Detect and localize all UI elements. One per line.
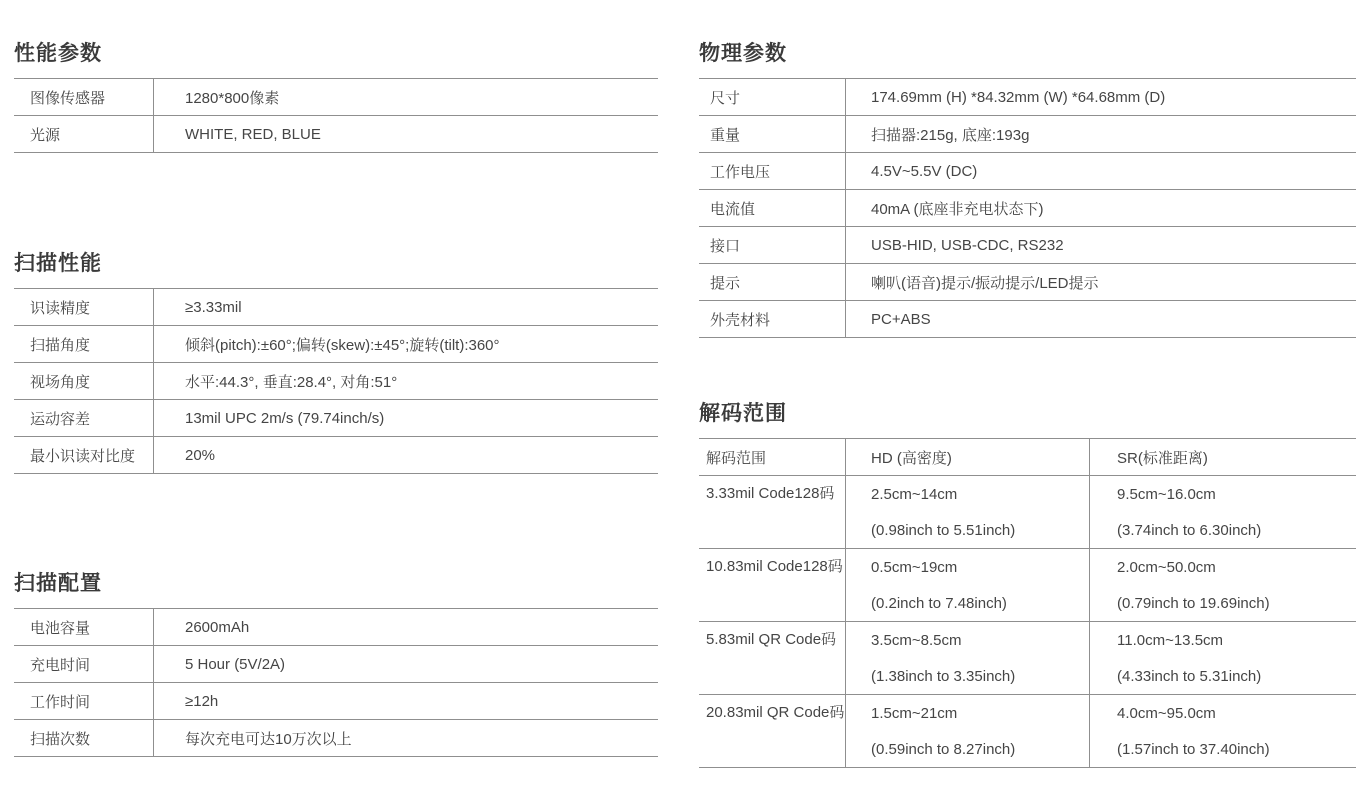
row-value: 4.5V~5.5V (DC) (845, 153, 1356, 189)
scan-performance-table (14, 288, 658, 474)
decode-header-hd: HD (高密度) (845, 439, 1089, 475)
section-performance (14, 40, 658, 153)
row-label: 最小识读对比度 (30, 447, 136, 465)
decode-range-table (699, 438, 1356, 768)
row-label: 提示 (710, 274, 741, 292)
table-row (699, 227, 1356, 264)
row-label: 图像传感器 (30, 89, 106, 107)
table-row (14, 437, 658, 474)
sr-range-inch: (4.33inch to 5.31inch) (1117, 667, 1262, 685)
table-row (699, 79, 1356, 116)
row-value: 喇叭(语音)提示/振动提示/LED提示 (845, 264, 1356, 300)
section-scan-performance (14, 250, 658, 474)
hd-cell (845, 476, 1089, 548)
hd-range-inch: (0.98inch to 5.51inch) (871, 521, 1016, 539)
row-label: 工作电压 (710, 163, 771, 181)
row-label: 视场角度 (30, 373, 91, 391)
row-label: 20.83mil QR Code码 (706, 704, 845, 721)
row-value: 每次充电可达10万次以上 (153, 720, 658, 756)
hd-cell (845, 549, 1089, 621)
row-label: 电池容量 (30, 619, 91, 637)
table-row (699, 116, 1356, 153)
row-value: 倾斜(pitch):±60°;偏转(skew):±45°;旋转(tilt):360° (153, 326, 658, 362)
sr-cell (1089, 622, 1356, 694)
row-label: 识读精度 (30, 299, 91, 317)
sr-range-inch: (3.74inch to 6.30inch) (1117, 521, 1262, 539)
row-label: 3.33mil Code128码 (706, 485, 835, 502)
table-row (699, 695, 1356, 768)
table-row (14, 400, 658, 437)
table-row (14, 116, 658, 153)
row-value: 水平:44.3°, 垂直:28.4°, 对角:51° (153, 363, 658, 399)
sr-range-cm: 11.0cm~13.5cm (1117, 631, 1224, 649)
row-value: ≥3.33mil (153, 289, 658, 325)
sr-range-inch: (1.57inch to 37.40inch) (1117, 740, 1270, 758)
table-row (699, 264, 1356, 301)
section-scan-performance-title: 扫描性能 (14, 252, 102, 275)
row-value: 174.69mm (H) *84.32mm (W) *64.68mm (D) (845, 79, 1356, 115)
table-row (699, 622, 1356, 695)
table-row (14, 646, 658, 683)
sr-cell (1089, 695, 1356, 767)
row-label: 扫描角度 (30, 336, 91, 354)
decode-header-sr: SR(标准距离) (1089, 439, 1356, 475)
sr-cell (1089, 476, 1356, 548)
hd-cell (845, 695, 1089, 767)
decode-header-label: 解码范围 (706, 449, 767, 467)
section-physical (699, 40, 1356, 338)
section-decode-range (699, 400, 1356, 768)
section-decode-range-title: 解码范围 (699, 402, 787, 425)
row-value: 扫描器:215g, 底座:193g (845, 116, 1356, 152)
row-value: ≥12h (153, 683, 658, 719)
row-value: 40mA (底座非充电状态下) (845, 190, 1356, 226)
hd-range-inch: (0.2inch to 7.48inch) (871, 594, 1007, 612)
sr-range-cm: 9.5cm~16.0cm (1117, 485, 1216, 503)
hd-range-cm: 1.5cm~21cm (871, 704, 958, 722)
row-label: 充电时间 (30, 656, 91, 674)
row-label: 接口 (710, 237, 741, 255)
row-label: 尺寸 (710, 89, 741, 107)
table-row (14, 79, 658, 116)
table-row (14, 363, 658, 400)
row-label: 工作时间 (30, 693, 91, 711)
sr-range-inch: (0.79inch to 19.69inch) (1117, 594, 1270, 612)
performance-table (14, 78, 658, 153)
table-row (699, 476, 1356, 549)
row-label: 重量 (710, 126, 741, 144)
hd-range-inch: (1.38inch to 3.35inch) (871, 667, 1016, 685)
section-scan-config-title: 扫描配置 (14, 572, 102, 595)
hd-cell (845, 622, 1089, 694)
row-value: 5 Hour (5V/2A) (153, 646, 658, 682)
table-row (699, 153, 1356, 190)
sr-range-cm: 2.0cm~50.0cm (1117, 558, 1216, 576)
row-value: WHITE, RED, BLUE (153, 116, 658, 152)
row-label: 运动容差 (30, 410, 91, 428)
row-value: 2600mAh (153, 609, 658, 645)
hd-range-inch: (0.59inch to 8.27inch) (871, 740, 1016, 758)
row-value: 13mil UPC 2m/s (79.74inch/s) (153, 400, 658, 436)
row-value: 1280*800像素 (153, 79, 658, 115)
row-label: 光源 (30, 126, 61, 144)
table-row (14, 683, 658, 720)
decode-header-row (699, 439, 1356, 476)
table-row (14, 720, 658, 757)
hd-range-cm: 0.5cm~19cm (871, 558, 958, 576)
section-performance-title: 性能参数 (14, 42, 102, 65)
table-row (14, 326, 658, 363)
hd-range-cm: 3.5cm~8.5cm (871, 631, 962, 649)
row-value: USB-HID, USB-CDC, RS232 (845, 227, 1356, 263)
table-row (699, 549, 1356, 622)
sr-cell (1089, 549, 1356, 621)
row-value: PC+ABS (845, 301, 1356, 337)
row-label: 外壳材料 (710, 311, 771, 329)
hd-range-cm: 2.5cm~14cm (871, 485, 958, 503)
physical-table (699, 78, 1356, 338)
row-label: 5.83mil QR Code码 (706, 631, 837, 648)
sr-range-cm: 4.0cm~95.0cm (1117, 704, 1216, 722)
section-physical-title: 物理参数 (699, 42, 787, 65)
scan-config-table (14, 608, 658, 757)
row-label: 10.83mil Code128码 (706, 558, 843, 575)
table-row (699, 301, 1356, 338)
table-row (14, 289, 658, 326)
row-label: 扫描次数 (30, 730, 91, 748)
section-scan-config (14, 570, 658, 757)
row-label: 电流值 (710, 200, 756, 218)
table-row (14, 609, 658, 646)
row-value: 20% (153, 437, 658, 473)
table-row (699, 190, 1356, 227)
